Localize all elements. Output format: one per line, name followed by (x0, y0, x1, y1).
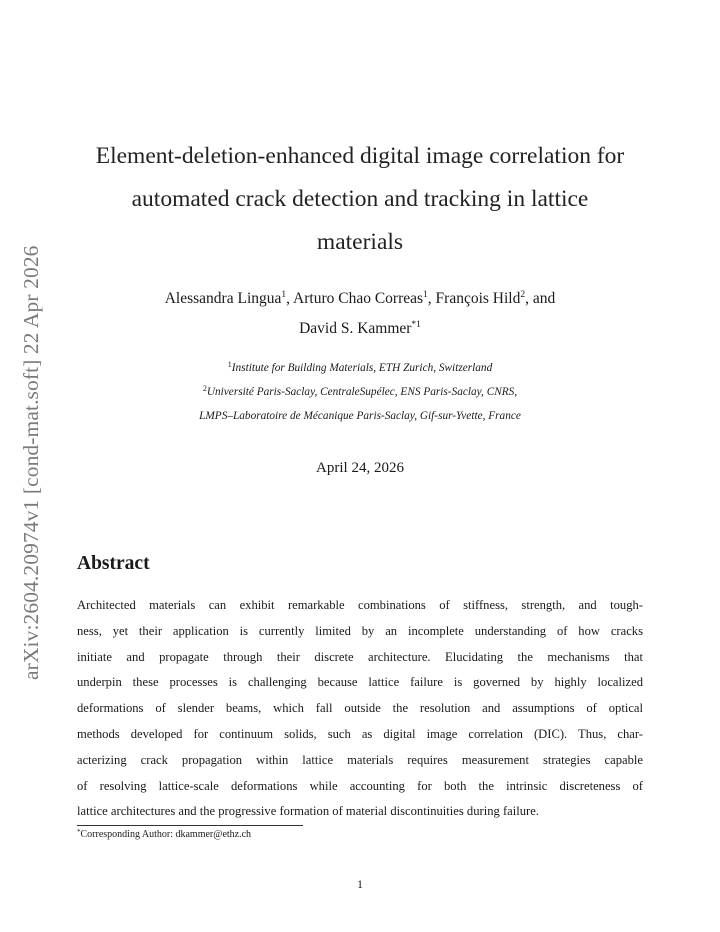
author-conjunction: and (532, 290, 556, 307)
affiliation-text: Institute for Building Materials, ETH Zurich, Switzerland (231, 362, 493, 374)
title-line: Element-deletion-enhanced digital image correlation for (95, 143, 625, 169)
author-affiliation-marker: *1 (411, 320, 421, 330)
author-name: David S. Kammer (299, 320, 412, 337)
affiliation-marker: 1 (227, 360, 232, 369)
abstract-line: initiate and propagate through their discrete architecture. Elucidating the mechanisms that (77, 649, 643, 664)
author-name: Alessandra Lingua (164, 290, 282, 307)
abstract-line: Architected materials can exhibit remarkable combinations of stiffness, strength, and tough- (77, 598, 643, 612)
author-list (90, 284, 630, 344)
abstract-line: underpin these processes is challenging because lattice failure is governed by highly localized (77, 675, 643, 690)
author-affiliation-marker: 2 (520, 290, 526, 300)
abstract-line: acterizing crack propagation within lattice materials requires measurement strategies capable (77, 752, 643, 767)
abstract-heading: Abstract (77, 553, 150, 574)
affiliations (80, 356, 640, 428)
affiliation-1 (80, 356, 640, 380)
abstract-line: of resolving lattice-scale deformations while accounting for both the intrinsic discreteness of (77, 778, 643, 793)
affiliation-marker: 2 (202, 384, 207, 393)
footnote-marker: * (77, 828, 81, 836)
abstract-line: lattice architectures and the progressive formation of material discontinuities during failure. (77, 804, 539, 819)
paper-title (70, 135, 650, 264)
arxiv-identifier-stamp: arXiv:2604.20974v1 [cond-mat.soft] 22 Apr 2026 (19, 245, 43, 680)
abstract-line: methods developed for continuum solids, such as digital image correlation (DIC). Thus, char- (77, 726, 643, 741)
page-number: 1 (357, 877, 363, 891)
author-name: François Hild (435, 290, 521, 307)
affiliation-text: Université Paris-Saclay, CentraleSupélec, ENS Paris-Saclay, CNRS, (206, 386, 518, 398)
publication-date: April 24, 2026 (316, 460, 404, 476)
author-line-2 (90, 314, 630, 344)
author-affiliation-marker: 1 (281, 290, 287, 300)
author-affiliation-marker: 1 (423, 290, 428, 300)
affiliation-2-continued: LMPS–Laboratoire de Mécanique Paris-Saclay, Gif-sur-Yvette, France (199, 410, 521, 422)
affiliation-2 (80, 380, 640, 404)
footnote (77, 828, 577, 842)
title-line: materials (316, 229, 404, 255)
author-name: Arturo Chao Correas (293, 290, 424, 307)
abstract-line: deformations of slender beams, which fall outside the resolution and assumptions of optical (77, 701, 643, 716)
footnote-text: Corresponding Author: dkammer@ethz.ch (80, 829, 252, 840)
abstract-body (77, 593, 643, 825)
author-line-1: Alessandra Lingua$^1$, Arturo Chao Correas$^1$, François Hild$^2$, and (164, 290, 556, 307)
abstract-line: ness, yet their application is currently limited by an incomplete understanding of how cracks (77, 623, 643, 638)
title-line: automated crack detection and tracking in lattice (131, 186, 589, 212)
footnote-rule (77, 825, 303, 826)
